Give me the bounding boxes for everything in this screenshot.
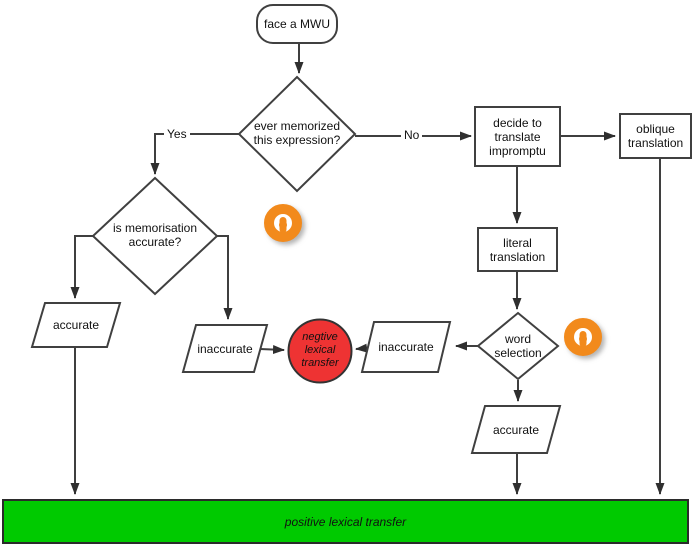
- node-literal-line2: translation: [489, 249, 546, 264]
- label-negative-line1: negtive: [302, 331, 338, 343]
- node-oblique-line1: oblique: [636, 122, 675, 136]
- edge-label-no: No: [401, 128, 422, 143]
- label-inaccurate-left-text: inaccurate: [197, 341, 253, 356]
- warning-icon: [564, 318, 602, 356]
- node-literal-line1: literal: [503, 235, 532, 250]
- exclamation-dot-icon: [279, 221, 287, 229]
- label-ever-memorized-line2: this expression?: [253, 133, 341, 147]
- parallelogram-inaccurate-left: [183, 325, 267, 372]
- node-start-label: face a MWU: [263, 17, 330, 31]
- label-word-selection-line2: selection: [494, 346, 542, 360]
- node-start: [256, 4, 338, 44]
- label-word-selection-line1: word: [504, 332, 531, 346]
- edge-memorisation-to-inaccurate: [217, 236, 228, 319]
- diamond-is-memorisation: [93, 178, 217, 294]
- node-decide-line1: decide to: [493, 115, 542, 130]
- exclamation-dot-icon: [579, 335, 587, 343]
- warning-icon: [264, 204, 302, 242]
- node-decide-impromptu: [474, 106, 561, 167]
- label-negative-line3: transfer: [301, 357, 339, 369]
- diamond-word-selection: [478, 313, 558, 379]
- positive-transfer-bar: [2, 499, 689, 544]
- node-decide-line3: impromptu: [489, 143, 546, 158]
- label-accurate-right-text: accurate: [492, 422, 540, 437]
- node-decide-line2: translate: [494, 129, 541, 144]
- edge-inaccurate-left-to-negative: [260, 349, 284, 350]
- label-inaccurate-right-text: inaccurate: [378, 340, 434, 354]
- node-oblique-translation: [619, 113, 692, 159]
- edge-label-yes: Yes: [164, 127, 190, 142]
- node-oblique-line2: translation: [627, 136, 684, 150]
- positive-transfer-label: positive lexical transfer: [284, 514, 407, 529]
- node-literal-translation: [477, 227, 558, 272]
- parallelogram-inaccurate-right: [362, 322, 450, 372]
- label-is-memorisation-line1: is memorisation: [112, 221, 198, 235]
- label-negative-line2: lexical: [304, 344, 336, 356]
- edge-memorisation-to-accurate: [75, 236, 93, 298]
- parallelogram-accurate-right: [472, 406, 560, 453]
- circle-negative-transfer: [289, 320, 352, 383]
- label-ever-memorized-line1: ever memorized: [253, 119, 341, 133]
- label-is-memorisation-line2: accurate?: [128, 235, 182, 249]
- edge-inaccurate-right-to-negative: [356, 348, 368, 349]
- diamond-ever-memorized: [239, 77, 355, 191]
- parallelogram-accurate-left: [32, 303, 120, 347]
- label-accurate-left-text: accurate: [52, 318, 100, 332]
